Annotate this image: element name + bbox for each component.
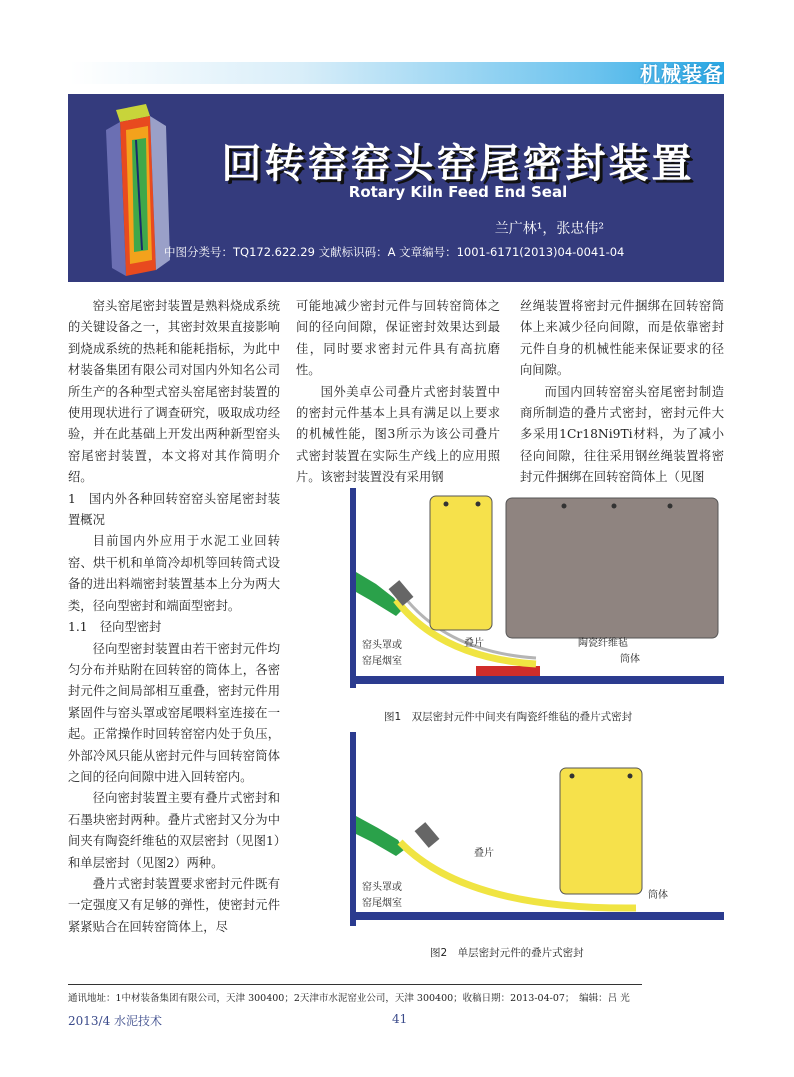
label-hood-2: 窑尾烟室 [362, 656, 402, 667]
label-shell: 筒体 [620, 654, 640, 665]
paragraph: 而国内回转窑窑头窑尾密封制造商所制造的叠片式密封，密封元件大多采用1Cr18Ni9Ti材料，为了减小径向间隙，往往采用钢丝绳装置将密封元件捆绑在回转窑筒体上（见图 [520, 384, 724, 485]
classification-line: 中图分类号：TQ172.622.29 文献标识码：A 文章编号：1001-6171(2013)04-0041-04 [164, 245, 625, 259]
section-heading: 1 国内外各种回转窑窑头窑尾密封装置概况 [68, 491, 280, 528]
figure-2-diagram [346, 732, 724, 928]
lamina-plate [560, 768, 642, 894]
figure-1-caption: 图1 双层密封元件中间夹有陶瓷纤维毡的叠片式密封 [384, 711, 633, 723]
paragraph: 可能地减少密封元件与回转窑筒体之间的径向间隙，保证密封效果达到最佳，同时要求密封元件具有高抗磨性。 [296, 299, 500, 378]
felt-plate [506, 498, 718, 638]
text-column-1 [68, 296, 280, 938]
label-lamina: 叠片 [474, 848, 494, 859]
paragraph: 径向密封装置主要有叠片式密封和石墨块密封两种。叠片式密封又分为中间夹有陶瓷纤维毡的双层密封（见图1）和单层密封（见图2）两种。 [68, 791, 280, 870]
footnote: 通讯地址：1中材装备集团有限公司，天津 300400；2天津市水泥窑业公司，天津 300400；收稿日期：2013-04-07； 编辑：吕 光 [68, 993, 630, 1004]
text-column-2 [296, 296, 500, 489]
hood-wall [350, 488, 356, 688]
paragraph: 国外美卓公司叠片式密封装置中的密封元件基本上具有满足以上要求的机械性能，图3所示为该公司叠片式密封装置在实际生产线上的应用照片。该密封装置没有采用钢 [296, 384, 500, 485]
paragraph: 丝绳装置将密封元件捆绑在回转窑筒体上来减少径向间隙，而是依靠密封元件自身的机械性能来保证要求的径向间隙。 [520, 299, 724, 378]
section-tag: 机械装备 [640, 62, 724, 86]
page-number: 41 [392, 1012, 408, 1026]
paragraph: 径向型密封装置由若干密封元件均匀分布并贴附在回转窑的筒体上，各密封元件之间局部相互重叠，密封元件用紧固件与窑头罩或窑尾喂料室连接在一起。正常操作时回转窑窑内处于负压，外部冷风只能从密封元件与回转窑筒体之间的径向间隙中进入回转窑内。 [68, 641, 280, 784]
label-hood-1: 窑头罩或 [362, 882, 402, 893]
hood-wall [350, 732, 356, 926]
article-title: 回转窑窑头窑尾密封装置 [221, 141, 695, 187]
figure-2-caption: 图2 单层密封元件的叠片式密封 [430, 947, 584, 959]
paragraph: 窑头窑尾密封装置是熟料烧成系统的关键设备之一，其密封效果直接影响到烧成系统的热耗和能耗指标，为此中材装备集团有限公司对国内外知名公司所生产的各种型式窑头窑尾密封装置的使用现状进行了调查研究，吸取成功经验，并在此基础上开发出两种新型窑头窑尾密封装置，本文将对其作简明介绍。 [68, 299, 280, 485]
subsection-heading: 1.1 径向型密封 [68, 620, 162, 635]
bolt [415, 822, 440, 848]
footnote-divider [68, 984, 642, 985]
journal-name: 2013/4 水泥技术 [68, 1014, 163, 1028]
label-shell: 筒体 [648, 890, 668, 901]
label-hood-1: 窑头罩或 [362, 640, 402, 651]
label-lamina: 叠片 [464, 638, 484, 649]
article-subtitle: Rotary Kiln Feed End Seal [348, 183, 568, 201]
header-gradient-bar [70, 62, 724, 84]
article-authors: 兰广林¹，张忠伟² [494, 221, 604, 237]
shell-pad [476, 666, 540, 676]
paragraph: 目前国内外应用于水泥工业回转窑、烘干机和单筒冷却机等回转筒式设备的进出料端密封装置基本上分为两大类，径向型密封和端面型密封。 [68, 534, 280, 613]
text-column-3 [520, 296, 724, 489]
title-banner [68, 94, 724, 282]
figure-1-diagram [346, 488, 724, 690]
paragraph: 叠片式密封装置要求密封元件既有一定强度又有足够的弹性，使密封元件紧紧贴合在回转窑筒体上，尽 [68, 876, 280, 934]
label-felt: 陶瓷纤维毡 [578, 638, 628, 649]
label-hood-2: 窑尾烟室 [362, 898, 402, 909]
kiln-shell-line [350, 676, 724, 684]
kiln-shell-line [350, 912, 724, 920]
bracket [356, 816, 404, 856]
lamina-plate-front [430, 496, 492, 630]
